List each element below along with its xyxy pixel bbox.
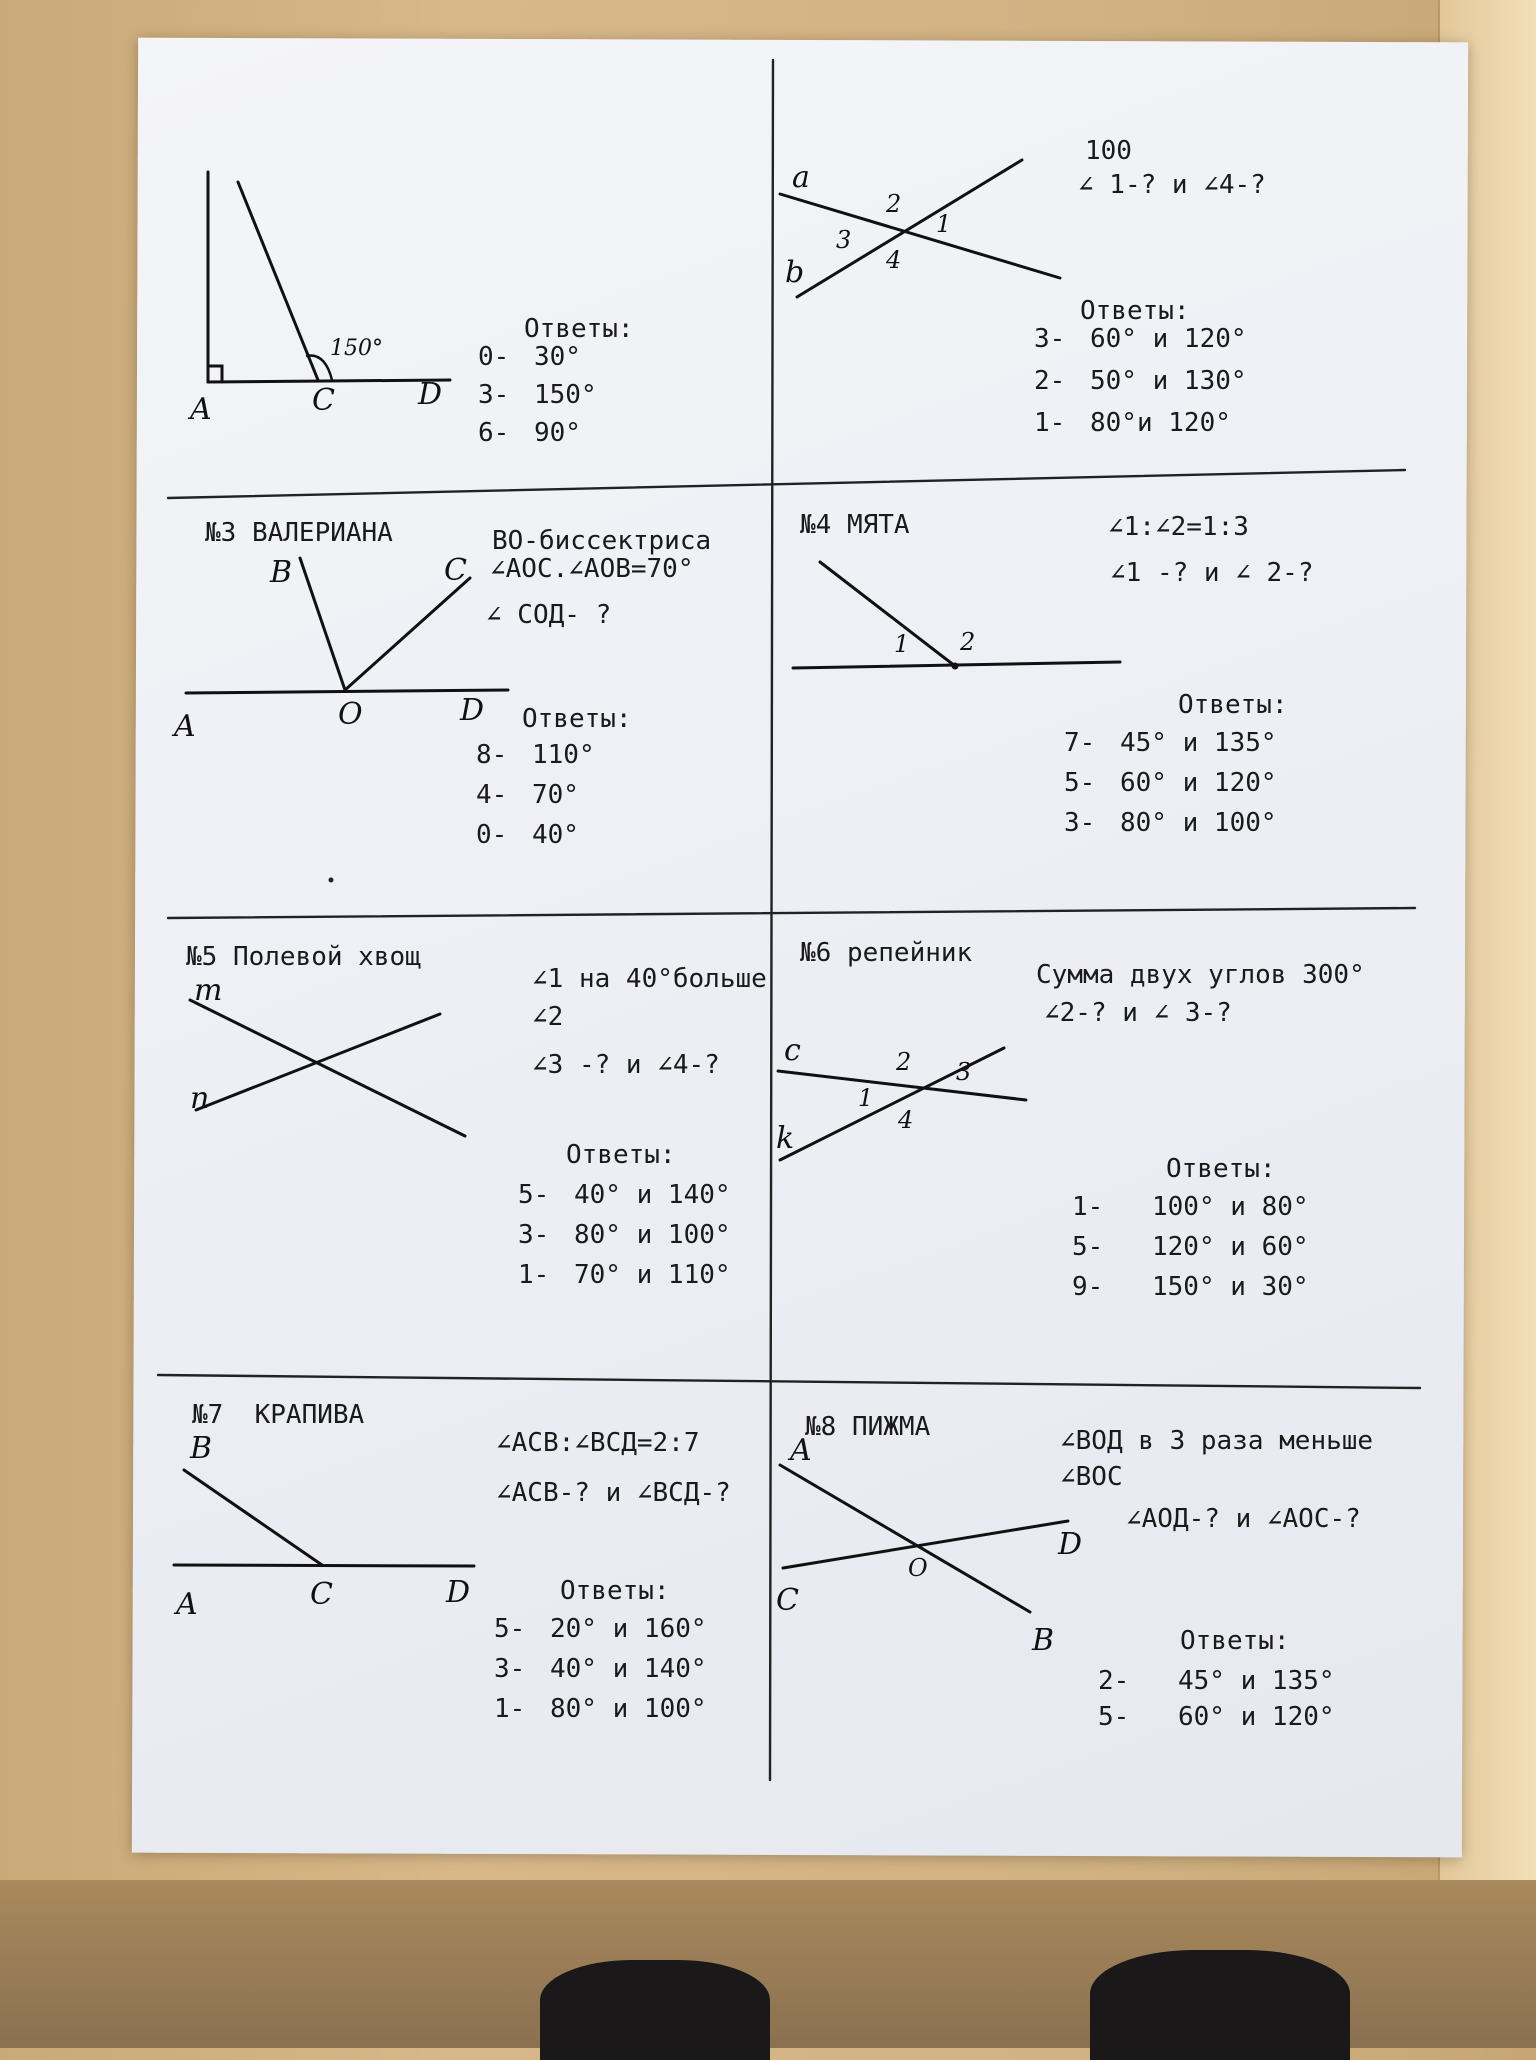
s3-answers-title: Ответы: [522,704,632,734]
s8-question: ∠АОД-? и ∠АОС-? [1126,1504,1361,1534]
s1-base-line [208,380,450,382]
s8-point-C: C [776,1583,799,1618]
s2-answer-2-value: 50° и 130° [1090,366,1247,396]
s7-ray-CB [184,1470,322,1565]
s5-answer-3-value: 70° и 110° [574,1260,731,1290]
s2-answer-3-code: 1- [1034,408,1066,438]
s8-condition-2: ∠ВОС [1060,1462,1123,1492]
s7-question: ∠АСВ-? и ∠ВСД-? [496,1478,731,1508]
s6-angle-2: 2 [896,1048,912,1076]
s3-question: ∠ СОД- ? [486,600,612,630]
s8-line-AB [780,1465,1030,1612]
s2-answer-2-code: 2- [1034,366,1066,396]
s1-answer-2-value: 150° [534,380,597,410]
s2-answer-3-value: 80°и 120° [1090,408,1231,438]
s1-answer-3-code: 6- [478,418,510,448]
s6-answers [1072,1194,1309,1300]
s6-answer-1-value: 100° и 80° [1152,1192,1309,1222]
s5-condition-1: ∠1 на 40°больше [532,964,767,994]
s3-answer-1-value: 110° [532,740,595,770]
s5-question: ∠3 -? и ∠4-? [532,1050,720,1080]
s7-condition: ∠АСВ:∠ВСД=2:7 [496,1428,700,1458]
s3-title: №3 ВАЛЕРИАНА [205,518,393,548]
s1-point-C: C [312,383,335,418]
s5-title: №5 Полевой хвощ [186,942,421,972]
s8-answer-2-value: 60° и 120° [1178,1702,1335,1732]
divider-row1 [168,470,1405,498]
s3-dot [329,878,334,883]
s2-line-b-label: b [785,255,805,290]
s6-angle-1: 1 [858,1084,874,1112]
s1-slanted-ray [238,182,318,380]
s5-answer-2-value: 80° и 100° [574,1220,731,1250]
s5-answer-2-code: 3- [518,1220,550,1250]
s1-answers-title: Ответы: [524,314,634,344]
s6-answer-2-code: 5- [1072,1232,1104,1262]
s3-condition-1: ВО-биссектриса [492,526,712,556]
s7-answers [494,1616,707,1722]
s7-title: №7 КРАПИВА [192,1400,365,1430]
s3-ray-OB [300,558,345,690]
s5-line-n [196,1014,440,1110]
s2-answer-1-code: 3- [1034,324,1066,354]
s8-point-D: D [1058,1527,1083,1562]
s4-answer-1-value: 45° и 135° [1120,728,1277,758]
s3-point-O: O [338,697,363,732]
s1-right-angle-mark [208,366,222,382]
s4-answers [1064,730,1277,836]
s6-line-k-label: k [776,1121,795,1156]
s8-answer-2-code: 5- [1098,1702,1130,1732]
s8-condition-1: ∠ВОД в 3 раза меньше [1060,1426,1374,1456]
s6-angle-3: 3 [956,1058,972,1086]
s7-point-D: D [446,1575,471,1610]
s2-answer-1-value: 60° и 120° [1090,324,1247,354]
s2-line-b [797,160,1022,297]
s2-answers-title: Ответы: [1080,296,1190,326]
s8-answer-1-code: 2- [1098,1666,1130,1696]
s4-vertex-dot [952,663,959,670]
s6-condition: Сумма двух углов 300° [1036,960,1365,990]
s4-answers-title: Ответы: [1178,690,1288,720]
s7-point-B: B [190,1431,213,1466]
s5-condition-2: ∠2 [532,1002,564,1032]
s6-line-c-label: c [784,1033,801,1068]
s5-answer-1-code: 5- [518,1180,550,1210]
divider-row2 [168,908,1415,918]
s8-point-A: A [790,1433,812,1468]
s4-slanted-ray [820,562,955,666]
s2-angle-2: 2 [886,190,902,218]
s2-angle-1: 1 [936,210,952,238]
s7-answers-title: Ответы: [560,1576,670,1606]
s2-question: ∠ 1-? и ∠4-? [1078,170,1266,200]
s7-point-A: A [176,1587,198,1622]
s4-angle-2: 2 [960,628,976,656]
s7-answer-3-value: 80° и 100° [550,1694,707,1724]
s7-answer-1-code: 5- [494,1614,526,1644]
s1-answer-2-code: 3- [478,380,510,410]
s4-condition: ∠1:∠2=1:3 [1108,512,1249,542]
s1-answer-1-value: 30° [534,342,581,372]
s7-answer-2-value: 40° и 140° [550,1654,707,1684]
s6-angle-4: 4 [898,1106,914,1134]
s5-line-n-label: n [190,1081,210,1116]
s3-point-D: D [460,693,485,728]
s7-answer-3-code: 1- [494,1694,526,1724]
s2-line-a [780,190,1060,278]
s7-point-C: C [310,1577,333,1612]
s8-point-O: O [908,1554,928,1582]
s8-title: №8 ПИЖМА [805,1412,931,1442]
s5-line-m-label: m [194,973,223,1008]
s6-answer-3-code: 9- [1072,1272,1104,1302]
s6-answers-title: Ответы: [1166,1154,1276,1184]
s3-point-A: A [174,709,196,744]
s5-answers-title: Ответы: [566,1140,676,1170]
s2-line-a-label: a [792,160,810,195]
s4-title: №4 МЯТА [800,510,910,540]
s4-answer-2-value: 60° и 120° [1120,768,1277,798]
s1-answers [478,344,597,446]
s1-point-D: D [418,377,443,412]
s6-answer-3-value: 150° и 30° [1152,1272,1309,1302]
s3-answer-2-value: 70° [532,780,579,810]
divider-row3 [158,1375,1420,1388]
s6-question: ∠2-? и ∠ 3-? [1044,998,1232,1028]
vertical-divider [770,60,773,1780]
s3-answer-1-code: 8- [476,740,508,770]
s4-answer-3-code: 3- [1064,808,1096,838]
s5-answer-1-value: 40° и 140° [574,1180,731,1210]
s3-point-C: C [444,553,467,588]
s6-answer-2-value: 120° и 60° [1152,1232,1309,1262]
s1-point-A: A [190,392,212,427]
s2-angle-4: 4 [886,246,902,274]
s2-angle-3: 3 [836,226,852,254]
s3-condition-2: ∠АОС.∠АОВ=70° [490,554,694,584]
s3-answer-3-value: 40° [532,820,579,850]
s3-ray-OC [345,578,470,690]
s3-answer-3-code: 0- [476,820,508,850]
s7-answer-1-value: 20° и 160° [550,1614,707,1644]
s6-answer-1-code: 1- [1072,1192,1104,1222]
s4-answer-3-value: 80° и 100° [1120,808,1277,838]
s7-answer-2-code: 3- [494,1654,526,1684]
s3-answers [476,742,595,848]
s8-answer-1-value: 45° и 135° [1178,1666,1335,1696]
s3-answer-2-code: 4- [476,780,508,810]
s6-title: №6 репейник [800,938,973,968]
s1-angle-label: 150° [330,336,383,361]
s1-answer-1-code: 0- [478,342,510,372]
s3-point-B: B [270,555,293,590]
s4-angle-1: 1 [894,630,910,658]
s5-answers [518,1182,731,1288]
s4-answer-1-code: 7- [1064,728,1096,758]
s8-answers-title: Ответы: [1180,1626,1290,1656]
s2-cut-text: 100 [1085,136,1132,166]
s2-answers [1034,326,1247,436]
s4-answer-2-code: 5- [1064,768,1096,798]
s5-answer-3-code: 1- [518,1260,550,1290]
s7-line-AD [174,1565,474,1566]
s1-answer-3-value: 90° [534,418,581,448]
s8-answers [1098,1668,1335,1730]
s8-point-B: B [1032,1623,1055,1658]
s4-question: ∠1 -? и ∠ 2-? [1110,558,1314,588]
